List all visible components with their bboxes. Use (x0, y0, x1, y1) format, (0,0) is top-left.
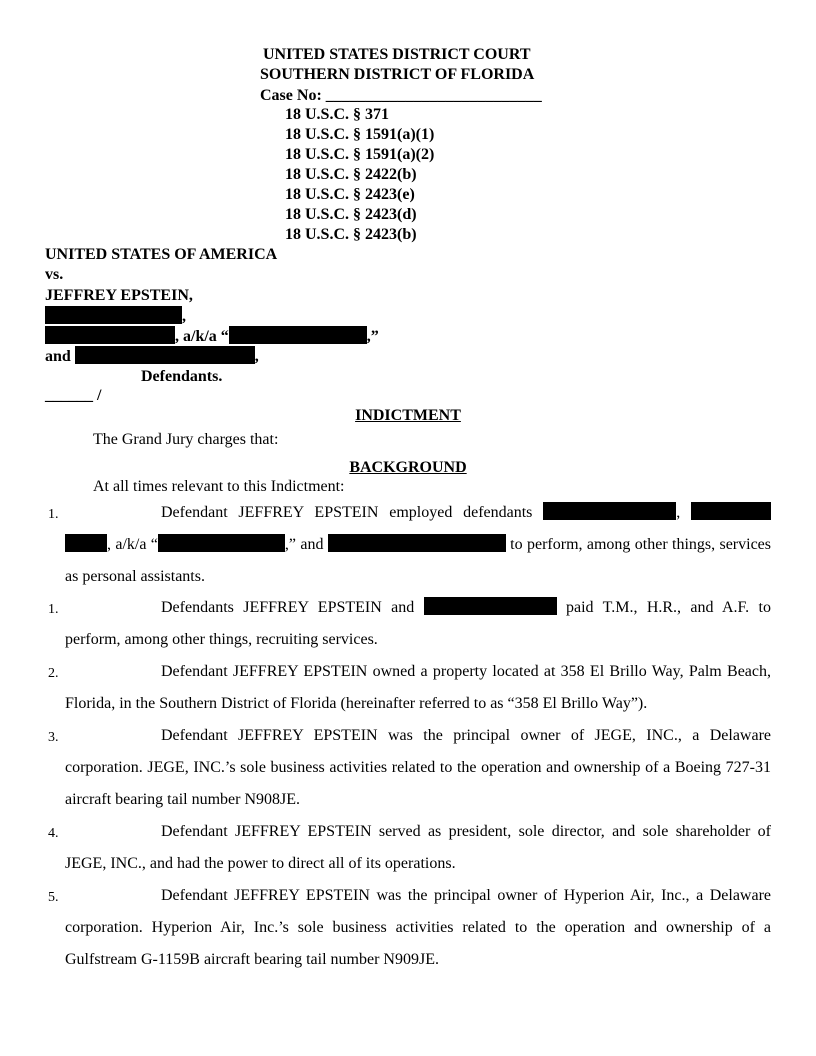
paragraph-5: Defendant JEFFREY EPSTEIN was the principal owner of Hyperion Air, Inc., a Delaware corporation. Hyperion Air, Inc.’s sole business activities related to the operation and ownership of a Gulfstream G-1159B aircraft bearing tail number N909JE. (65, 887, 771, 968)
redaction-box (424, 597, 557, 615)
paragraph-number: 2. (48, 666, 59, 681)
grand-jury-line: The Grand Jury charges that: (93, 431, 279, 448)
paragraph-1b: Defendants JEFFREY EPSTEIN and paid T.M., H.R., and A.F. to perform, among other things, recruiting services. (65, 599, 771, 648)
statute-item: 18 U.S.C. § 1591(a)(1) (285, 126, 435, 143)
paragraph-3: Defendant JEFFREY EPSTEIN was the principal owner of JEGE, INC., a Delaware corporation. JEGE, INC.’s sole business activities related to the operation and ownership of a Boeing 727-31 aircraft bearing tail number N908JE. (65, 727, 771, 808)
redacted-alias-line: , a/k/a “ ,” (45, 326, 379, 347)
paragraph-number: 3. (48, 730, 59, 745)
paragraph-number: 4. (48, 826, 59, 841)
court-name: UNITED STATES DISTRICT COURT (263, 46, 531, 63)
redacted-and-line: and , (45, 348, 259, 365)
paragraph-2: Defendant JEFFREY EPSTEIN owned a property located at 358 El Brillo Way, Palm Beach, Florida, in the Southern District of Florida (hereinafter referred to as “358 El Brillo Way”). (65, 663, 771, 712)
court-district: SOUTHERN DISTRICT OF FLORIDA (260, 66, 535, 83)
redaction-box (158, 534, 285, 552)
paragraph-number: 1. (48, 602, 59, 617)
background-heading: BACKGROUND (349, 459, 467, 476)
relevant-times-line: At all times relevant to this Indictment: (93, 478, 345, 495)
paragraph-number: 5. (48, 890, 59, 905)
caption-slash: ______ / (45, 387, 102, 404)
defendant-name: JEFFREY EPSTEIN, (45, 287, 193, 304)
redaction-box (65, 534, 107, 552)
statute-item: 18 U.S.C. § 2422(b) (285, 166, 417, 183)
paragraph-number: 1. (48, 507, 59, 522)
indictment-heading: INDICTMENT (355, 407, 461, 424)
statute-item: 18 U.S.C. § 371 (285, 106, 390, 123)
statute-item: 18 U.S.C. § 2423(e) (285, 186, 415, 203)
redaction-box (328, 534, 506, 552)
paragraph-4: Defendant JEFFREY EPSTEIN served as president, sole director, and sole shareholder of JEGE, INC., and had the power to direct all of its operations. (65, 823, 771, 872)
plaintiff-name: UNITED STATES OF AMERICA (45, 246, 278, 263)
statute-item: 18 U.S.C. § 2423(d) (285, 206, 417, 223)
versus: vs. (45, 266, 64, 283)
redaction-box (691, 502, 771, 520)
statute-item: 18 U.S.C. § 2423(b) (285, 226, 417, 243)
redacted-defendant-line: , (45, 306, 186, 327)
redaction-box (75, 346, 255, 364)
case-number-label: Case No: ___________________________ (260, 87, 542, 104)
paragraph-1: Defendant JEFFREY EPSTEIN employed defendants , , a/k/a “ ,” and to perform, among other things, services as personal assistants. (65, 504, 772, 585)
redaction-box (45, 306, 182, 324)
statute-item: 18 U.S.C. § 1591(a)(2) (285, 146, 435, 163)
defendants-label: Defendants. (141, 368, 223, 385)
redaction-box (229, 326, 367, 344)
redaction-box (45, 326, 175, 344)
redaction-box (543, 502, 676, 520)
